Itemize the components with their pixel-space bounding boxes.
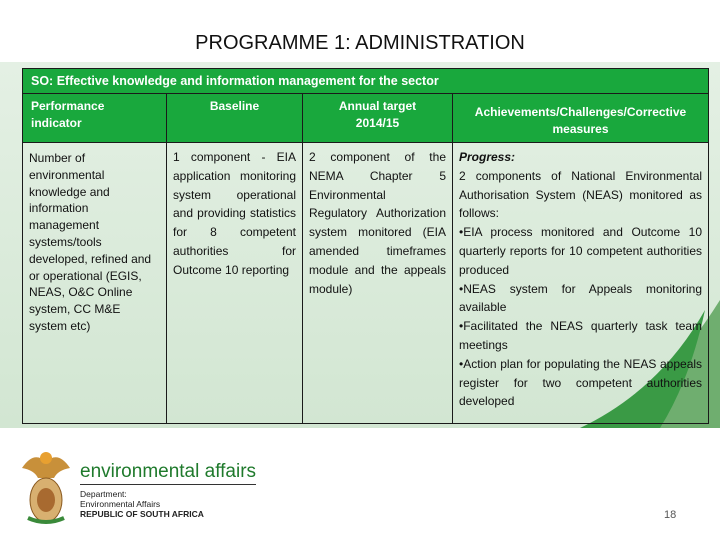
- coat-of-arms-logo: [14, 448, 78, 528]
- baseline-cell: 1 component - EIA application monitoring system operational and providing statistics for 8 competent authorities for Outcome 10 reporting: [167, 143, 303, 424]
- bullet-item: •NEAS system for Appeals monitoring available: [459, 281, 703, 315]
- slide-title: PROGRAMME 1: ADMINISTRATION: [195, 32, 525, 54]
- progress-intro: 2 components of National Environmental Authorisation System (NEAS) monitored as follows:: [459, 168, 703, 221]
- indicator-cell: Number of environmental knowledge and information management systems/tools developed, refined and or operational (EGIS, NEAS, O&C Online system, CC M&E system etc): [23, 143, 167, 424]
- brand-name: environmental affairs: [80, 461, 256, 485]
- dept-country: REPUBLIC OF SOUTH AFRICA: [80, 509, 204, 519]
- achievements-cell: [453, 143, 709, 424]
- department-block: [80, 489, 204, 519]
- dept-line: Department:: [80, 489, 127, 499]
- strategic-objective: SO: Effective knowledge and information management for the sector: [23, 69, 709, 94]
- header-baseline: Baseline: [167, 94, 303, 143]
- bullet-item: •Action plan for populating the NEAS appeals register for two competent authorities developed: [459, 356, 703, 409]
- progress-label: Progress:: [459, 150, 516, 164]
- header-achievements: Achievements/Challenges/Corrective measures: [453, 94, 709, 143]
- header-indicator: Performance indicator: [23, 94, 167, 143]
- bullet-item: •Facilitated the NEAS quarterly task team meetings: [459, 319, 703, 352]
- page-number: 18: [664, 509, 677, 521]
- dept-line: Environmental Affairs: [80, 499, 161, 509]
- target-cell: 2 component of the NEMA Chapter 5 Environmental Regulatory Authorization system monitored (EIA amended timeframes module and the appeals module): [303, 143, 453, 424]
- bullet-item: •EIA process monitored and Outcome 10 quarterly reports for 10 competent authorities produced: [459, 225, 703, 277]
- header-target: Annual target 2014/15: [303, 94, 453, 143]
- performance-table: [22, 68, 709, 424]
